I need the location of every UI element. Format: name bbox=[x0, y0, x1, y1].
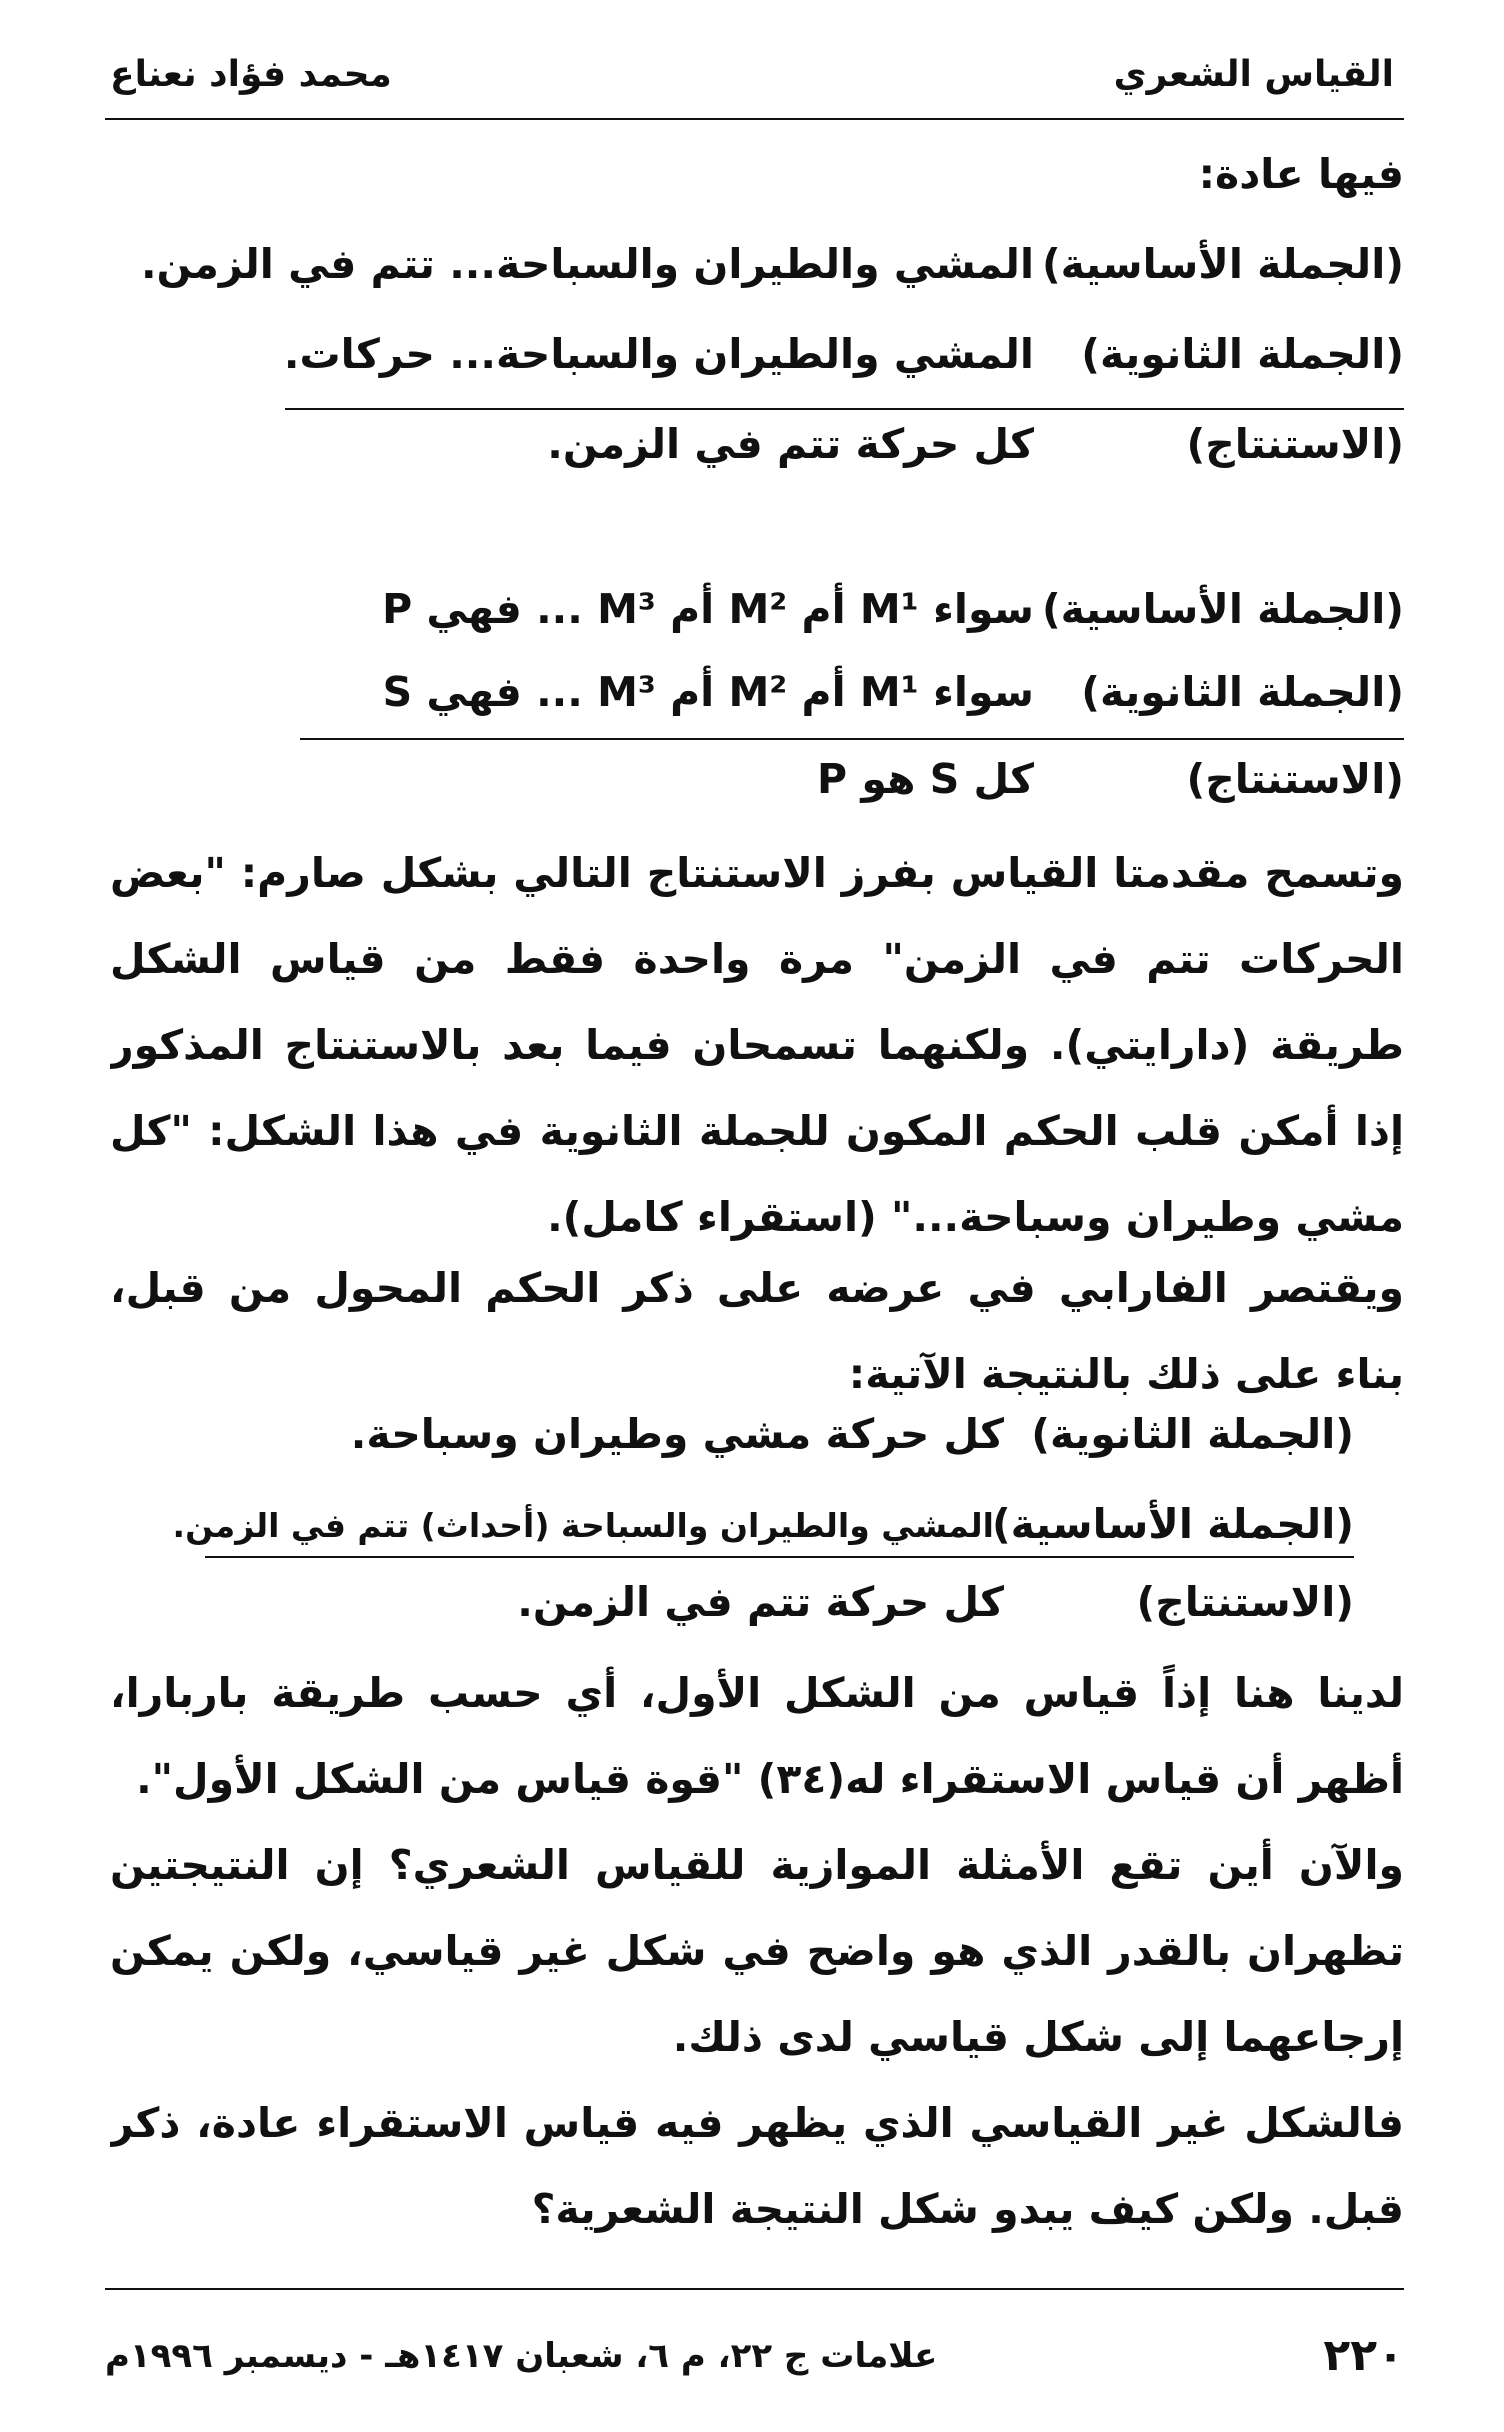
minor-premise-formula: سواء M¹ أم M² أم M³ ... فهي S bbox=[382, 668, 1034, 716]
syllogism3-minor bbox=[100, 1410, 1354, 1480]
paragraph-line: قبل. ولكن كيف يبدو شكل النتيجة الشعرية؟ bbox=[531, 2185, 1404, 2233]
major-premise-label: (الجملة الأساسية) bbox=[1041, 585, 1404, 633]
minor-premise-label: (الجملة الثانوية) bbox=[1081, 668, 1404, 716]
paragraph-line: ويقتصر الفارابي في عرضه على ذكر الحكم المحول من قبل، bbox=[110, 1264, 1404, 1312]
syllogism1-major bbox=[100, 240, 1404, 310]
syllogism2-conclusion bbox=[100, 755, 1404, 825]
major-premise-label: (الجملة الأساسية) bbox=[991, 1500, 1354, 1548]
page-number: ٢٢٠ bbox=[1323, 2330, 1404, 2381]
paragraph-3 bbox=[110, 1650, 1404, 1822]
minor-premise-text: المشي والطيران والسباحة... حركات. bbox=[283, 330, 1034, 378]
syllogism2-rule bbox=[300, 738, 1404, 740]
minor-premise-text: كل حركة مشي وطيران وسباحة. bbox=[350, 1410, 1004, 1458]
running-header bbox=[110, 54, 1394, 110]
paragraph-line: تظهران بالقدر الذي هو واضح في شكل غير قياسي، ولكن يمكن bbox=[110, 1927, 1404, 1975]
paragraph-line: الحركات تتم في الزمن" مرة واحدة فقط من قياس الشكل bbox=[110, 935, 1404, 983]
paragraph-5 bbox=[110, 2080, 1404, 2252]
conclusion-text: كل حركة تتم في الزمن. bbox=[517, 1578, 1004, 1626]
syllogism2-major bbox=[100, 585, 1404, 655]
paragraph-line-with-footnote-ref: أظهر أن قياس الاستقراء له(٣٤) "قوة قياس من الشكل الأول". bbox=[136, 1755, 1404, 1803]
footer-rule bbox=[105, 2288, 1404, 2290]
syllogism3-major bbox=[100, 1500, 1354, 1570]
conclusion-label: (الاستنتاج) bbox=[1186, 420, 1404, 468]
syllogism1-minor bbox=[100, 330, 1404, 400]
journal-citation: علامات ج ٢٢، م ٦، شعبان ١٤١٧هـ - ديسمبر ١٩٩٦م bbox=[105, 2336, 938, 2376]
paragraph-line: طريقة (دارايتي). ولكنهما تسمحان فيما بعد بالاستنتاج المذكور bbox=[110, 1021, 1404, 1069]
paragraph-line: وتسمح مقدمتا القياس بفرز الاستنتاج التالي بشكل صارم: "بعض bbox=[110, 849, 1404, 897]
syllogism3-conclusion bbox=[100, 1578, 1354, 1648]
syllogism3-rule bbox=[205, 1556, 1354, 1558]
paragraph-line: مشي وطيران وسباحة..." (استقراء كامل). bbox=[547, 1193, 1404, 1241]
paragraph-4 bbox=[110, 1822, 1404, 2080]
intro-text: فيها عادة: bbox=[1198, 150, 1404, 198]
syllogism1-rule bbox=[285, 408, 1404, 410]
minor-premise-label: (الجملة الثانوية) bbox=[1081, 330, 1404, 378]
conclusion-formula: كل S هو P bbox=[817, 755, 1034, 803]
syllogism2-minor bbox=[100, 668, 1404, 738]
paragraph-line: فالشكل غير القياسي الذي يظهر فيه قياس الاستقراء عادة، ذكر bbox=[110, 2099, 1404, 2147]
running-footer bbox=[105, 2330, 1404, 2390]
conclusion-label: (الاستنتاج) bbox=[1186, 755, 1404, 803]
syllogism1-conclusion bbox=[100, 420, 1404, 490]
header-title: القياس الشعري bbox=[1113, 54, 1394, 95]
major-premise-formula: سواء M¹ أم M² أم M³ ... فهي P bbox=[382, 585, 1034, 633]
paragraph-line: لدينا هنا إذاً قياس من الشكل الأول، أي حسب طريقة باربارا، bbox=[110, 1669, 1404, 1717]
paragraph-line: إرجاعهما إلى شكل قياسي لدى ذلك. bbox=[672, 2013, 1404, 2061]
conclusion-text: كل حركة تتم في الزمن. bbox=[547, 420, 1034, 468]
paragraph-2 bbox=[110, 1245, 1404, 1417]
header-author: محمد فؤاد نعناع bbox=[110, 54, 392, 95]
major-premise-text: المشي والطيران والسباحة (أحداث) تتم في الزمن. bbox=[172, 1506, 994, 1545]
paragraph-1 bbox=[110, 830, 1404, 1260]
conclusion-label: (الاستنتاج) bbox=[1136, 1578, 1354, 1626]
major-premise-text: المشي والطيران والسباحة... تتم في الزمن. bbox=[140, 240, 1034, 288]
major-premise-label: (الجملة الأساسية) bbox=[1041, 240, 1404, 288]
paragraph-line: إذا أمكن قلب الحكم المكون للجملة الثانوية في هذا الشكل: "كل bbox=[110, 1107, 1404, 1155]
paragraph-line: بناء على ذلك بالنتيجة الآتية: bbox=[848, 1350, 1404, 1398]
minor-premise-label: (الجملة الثانوية) bbox=[1031, 1410, 1354, 1458]
header-rule bbox=[105, 118, 1404, 120]
paragraph-line: والآن أين تقع الأمثلة الموازية للقياس الشعري؟ إن النتيجتين bbox=[110, 1841, 1404, 1889]
